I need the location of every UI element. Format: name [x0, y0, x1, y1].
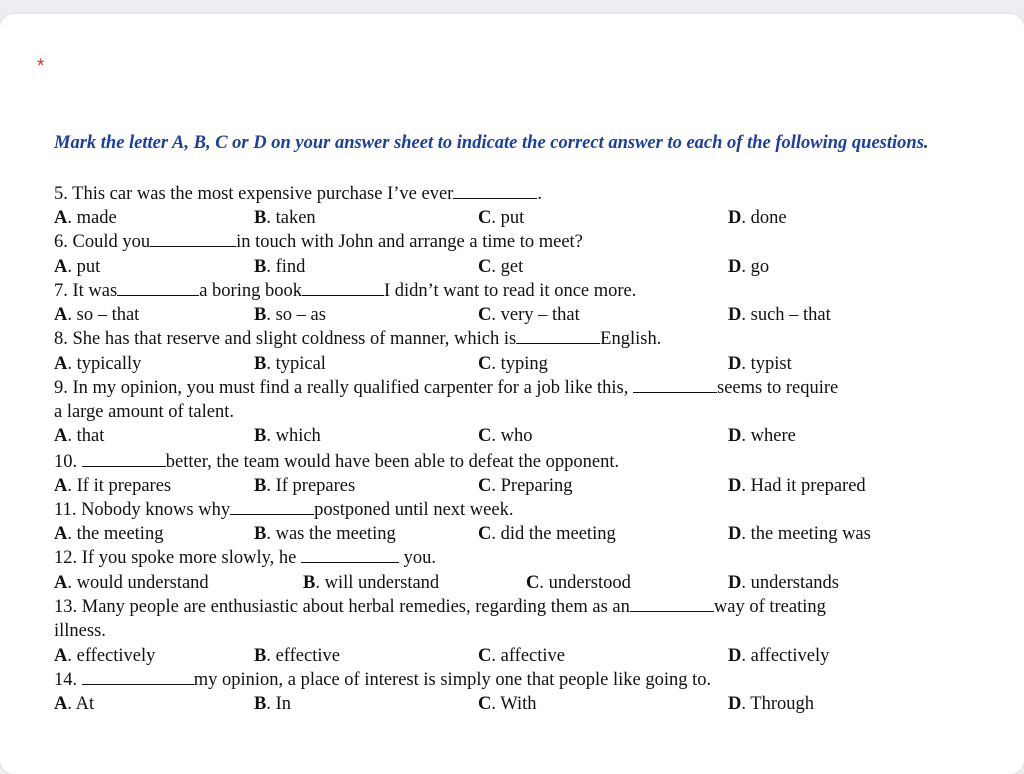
answer-option-b: [254, 303, 326, 327]
answer-option-c: [478, 692, 537, 716]
option-letter: B: [254, 476, 267, 496]
option-text: . typist: [741, 354, 792, 374]
option-text: . With: [491, 694, 537, 714]
answer-option-d: [728, 692, 814, 716]
answer-option-c: [478, 474, 573, 498]
option-letter: C: [478, 524, 492, 544]
option-letter: C: [478, 354, 492, 374]
answer-option-d: [728, 522, 871, 546]
question-text: in touch with John and arrange a time to meet?: [236, 232, 583, 252]
question-text: postponed until next week.: [314, 500, 514, 520]
question-text: 7. It was: [54, 281, 118, 301]
question-stem: [54, 546, 964, 570]
instruction-text: Mark the letter A, B, C or D on your answer sheet to indicate the correct answer to each of the following questions.: [54, 133, 929, 153]
answer-option-c: [478, 352, 548, 376]
question-stem: [54, 182, 964, 206]
option-text: . affective: [491, 646, 565, 666]
answer-option-d: [728, 571, 839, 595]
option-letter: B: [254, 257, 267, 277]
option-text: . who: [491, 426, 533, 446]
option-text: . taken: [266, 208, 316, 228]
option-text: . would understand: [67, 573, 209, 593]
option-letter: B: [254, 524, 267, 544]
option-text: . Through: [741, 694, 815, 714]
option-text: . typing: [491, 354, 548, 374]
answer-option-c: [478, 303, 580, 327]
option-letter: A: [54, 573, 68, 593]
answer-option-d: [728, 206, 787, 230]
answer-blank: [301, 546, 399, 563]
option-letter: A: [54, 524, 68, 544]
option-letter: A: [54, 694, 68, 714]
answer-option-c: [526, 571, 631, 595]
option-letter: D: [728, 208, 742, 228]
option-letter: B: [254, 646, 267, 666]
answer-option-c: [478, 522, 616, 546]
option-text: . so – that: [67, 305, 140, 325]
option-text: . go: [741, 257, 770, 277]
answer-option-d: [728, 303, 831, 327]
question-text: 8. She has that reserve and slight coldness of manner, which is: [54, 329, 517, 349]
option-letter: A: [54, 257, 68, 277]
required-asterisk: *: [37, 56, 45, 77]
question-text: seems to require: [717, 378, 839, 398]
option-text: . At: [67, 694, 95, 714]
option-letter: B: [254, 694, 267, 714]
answer-option-b: [254, 522, 396, 546]
answer-blank: [516, 327, 600, 344]
question-stem: [54, 668, 964, 692]
question-stem: [54, 498, 964, 522]
option-letter: D: [728, 646, 742, 666]
option-letter: D: [728, 354, 742, 374]
answer-blank: [302, 279, 384, 296]
answer-option-b: [254, 424, 321, 448]
question-stem: [54, 230, 964, 254]
option-text: . If it prepares: [67, 476, 172, 496]
option-letter: A: [54, 354, 68, 374]
option-text: . get: [491, 257, 524, 277]
question-stem: [54, 595, 964, 619]
question-text: I didn’t want to read it once more.: [383, 281, 637, 301]
option-text: . so – as: [266, 305, 326, 325]
option-letter: C: [526, 573, 540, 593]
answer-option-a: [54, 352, 141, 376]
option-letter: B: [254, 305, 267, 325]
answer-blank: [150, 230, 236, 247]
option-letter: C: [478, 426, 492, 446]
option-text: . such – that: [741, 305, 831, 325]
answer-option-b: [254, 692, 291, 716]
answer-blank: [630, 595, 714, 612]
option-text: . Had it prepared: [741, 476, 866, 496]
question-stem: [54, 450, 964, 474]
answer-option-a: [54, 255, 100, 279]
answer-blank: [633, 376, 717, 393]
option-text: . put: [491, 208, 525, 228]
answer-option-a: [54, 474, 171, 498]
answer-option-b: [254, 474, 355, 498]
option-letter: C: [478, 646, 492, 666]
option-letter: D: [728, 426, 742, 446]
question-continuation: illness.: [54, 621, 106, 641]
option-text: . done: [741, 208, 787, 228]
option-letter: A: [54, 646, 68, 666]
answer-option-c: [478, 206, 524, 230]
option-text: . Preparing: [491, 476, 573, 496]
question-text: 14.: [54, 670, 82, 690]
question-text: my opinion, a place of interest is simply one that people like going to.: [193, 670, 712, 690]
question-text: way of treating: [713, 597, 826, 617]
answer-option-a: [54, 644, 155, 668]
answer-blank: [117, 279, 199, 296]
question-text: 13. Many people are enthusiastic about herbal remedies, regarding them as an: [54, 597, 630, 617]
option-letter: A: [54, 426, 68, 446]
option-text: . very – that: [491, 305, 580, 325]
option-text: . did the meeting: [491, 524, 616, 544]
question-text: 12. If you spoke more slowly, he: [54, 548, 301, 568]
answer-option-b: [254, 352, 326, 376]
answer-option-a: [54, 303, 139, 327]
option-text: . made: [67, 208, 117, 228]
question-stem: [54, 279, 964, 303]
question-text: .: [537, 184, 542, 204]
answer-option-d: [728, 424, 796, 448]
option-text: . will understand: [315, 573, 440, 593]
question-text: better, the team would have been able to defeat the opponent.: [165, 452, 620, 472]
option-letter: B: [254, 354, 267, 374]
answer-blank: [82, 450, 166, 467]
option-text: . affectively: [741, 646, 830, 666]
option-letter: A: [54, 305, 68, 325]
answer-option-d: [728, 474, 866, 498]
option-text: . effective: [266, 646, 340, 666]
option-text: . typically: [67, 354, 142, 374]
answer-option-a: [54, 522, 163, 546]
question-text: English.: [600, 329, 662, 349]
option-text: . the meeting: [67, 524, 164, 544]
option-letter: D: [728, 257, 742, 277]
option-letter: C: [478, 208, 492, 228]
question-stem: [54, 327, 964, 351]
option-letter: A: [54, 476, 68, 496]
answer-option-d: [728, 352, 792, 376]
option-text: . put: [67, 257, 101, 277]
answer-option-d: [728, 255, 769, 279]
answer-option-a: [54, 692, 94, 716]
question-text: 11. Nobody knows why: [54, 500, 231, 520]
option-text: . If prepares: [266, 476, 356, 496]
option-text: . that: [67, 426, 105, 446]
question-continuation: a large amount of talent.: [54, 402, 234, 422]
answer-option-b: [254, 644, 340, 668]
answer-blank: [82, 668, 194, 685]
answer-option-a: [54, 424, 104, 448]
answer-blank: [230, 498, 314, 515]
option-letter: D: [728, 694, 742, 714]
option-text: . was the meeting: [266, 524, 396, 544]
option-letter: B: [303, 573, 316, 593]
answer-option-c: [478, 255, 523, 279]
answer-option-c: [478, 644, 565, 668]
option-text: . understands: [741, 573, 839, 593]
answer-option-a: [54, 571, 209, 595]
answer-blank: [453, 182, 537, 199]
option-text: . effectively: [67, 646, 156, 666]
option-text: . which: [266, 426, 321, 446]
option-text: . typical: [266, 354, 326, 374]
option-letter: A: [54, 208, 68, 228]
answer-option-b: [254, 255, 305, 279]
question-text: 6. Could you: [54, 232, 151, 252]
option-letter: C: [478, 476, 492, 496]
question-stem: [54, 376, 964, 400]
answer-option-b: [303, 571, 439, 595]
question-text: a boring book: [199, 281, 302, 301]
answer-option-b: [254, 206, 316, 230]
option-letter: C: [478, 257, 492, 277]
option-letter: C: [478, 305, 492, 325]
option-letter: D: [728, 305, 742, 325]
answer-option-a: [54, 206, 117, 230]
option-text: . understood: [539, 573, 631, 593]
answer-option-c: [478, 424, 533, 448]
option-text: . In: [266, 694, 292, 714]
question-text: you.: [398, 548, 436, 568]
option-letter: D: [728, 524, 742, 544]
answer-option-d: [728, 644, 829, 668]
option-letter: D: [728, 476, 742, 496]
option-letter: B: [254, 426, 267, 446]
question-text: 5. This car was the most expensive purchase I’ve ever: [54, 184, 454, 204]
option-letter: D: [728, 573, 742, 593]
question-text: 10.: [54, 452, 82, 472]
option-text: . the meeting was: [741, 524, 871, 544]
option-letter: C: [478, 694, 492, 714]
option-text: . where: [741, 426, 796, 446]
option-text: . find: [266, 257, 306, 277]
option-letter: B: [254, 208, 267, 228]
question-text: 9. In my opinion, you must find a really qualified carpenter for a job like this,: [54, 378, 634, 398]
